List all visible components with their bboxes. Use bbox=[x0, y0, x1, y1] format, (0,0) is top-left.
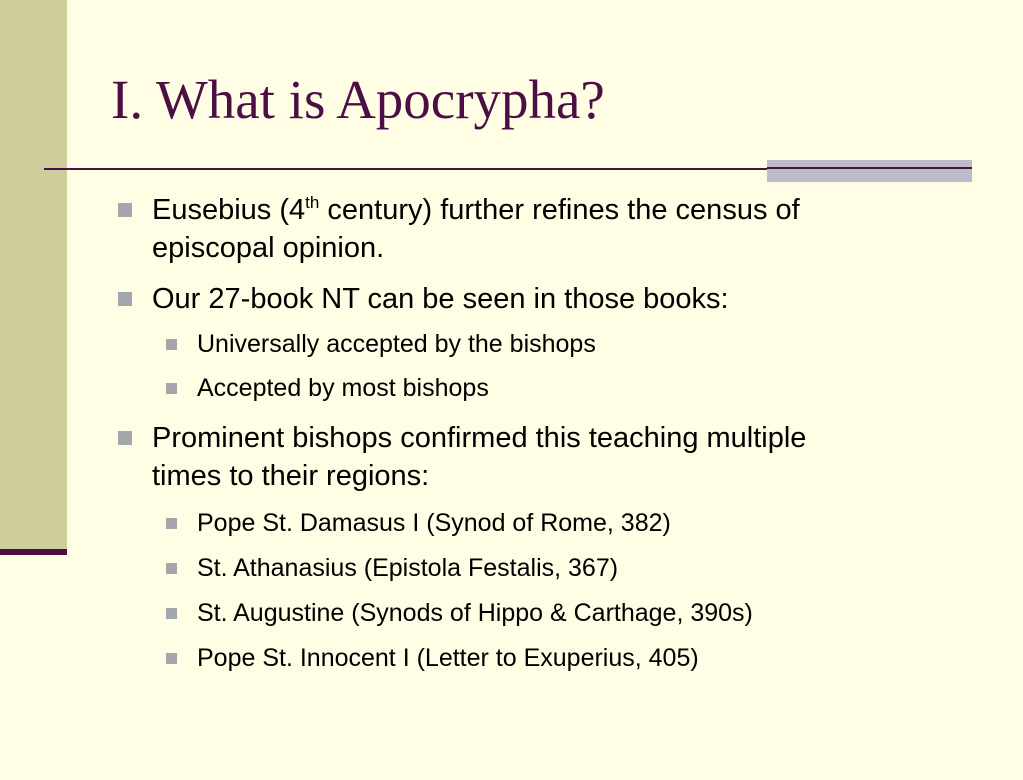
sub-bullet-text: Accepted by most bishops bbox=[197, 374, 489, 402]
slide-title: I. What is Apocrypha? bbox=[111, 69, 605, 130]
bullet-text-start: Eusebius (4 bbox=[152, 194, 306, 226]
square-bullet-icon bbox=[166, 339, 177, 350]
sub-bullet-text: St. Augustine (Synods of Hippo & Carthage, 390s) bbox=[197, 599, 753, 627]
square-bullet-icon bbox=[166, 563, 177, 574]
bullet-text-continuation: times to their regions: bbox=[152, 460, 430, 492]
bullet-text: Our 27-book NT can be seen in those books: bbox=[152, 283, 729, 315]
sub-bullet-text: Pope St. Damasus I (Synod of Rome, 382) bbox=[197, 509, 671, 537]
square-bullet-icon bbox=[118, 431, 132, 445]
square-bullet-icon bbox=[118, 203, 132, 217]
bullet-text-end: century) further refines the census of bbox=[319, 194, 800, 226]
bullet-text: Prominent bishops confirmed this teaching multiple bbox=[152, 422, 807, 454]
square-bullet-icon bbox=[118, 292, 132, 306]
ordinal-superscript: th bbox=[305, 193, 320, 212]
square-bullet-icon bbox=[166, 608, 177, 619]
bullet-text bbox=[152, 190, 800, 230]
square-bullet-icon bbox=[166, 518, 177, 529]
square-bullet-icon bbox=[166, 653, 177, 664]
bullet-text-continuation: episcopal opinion. bbox=[152, 232, 385, 264]
sub-bullet-text: Pope St. Innocent I (Letter to Exuperius, 405) bbox=[197, 644, 699, 672]
square-bullet-icon bbox=[166, 383, 177, 394]
sub-bullet-text: Universally accepted by the bishops bbox=[197, 330, 596, 358]
sub-bullet-text: St. Athanasius (Epistola Festalis, 367) bbox=[197, 554, 619, 582]
